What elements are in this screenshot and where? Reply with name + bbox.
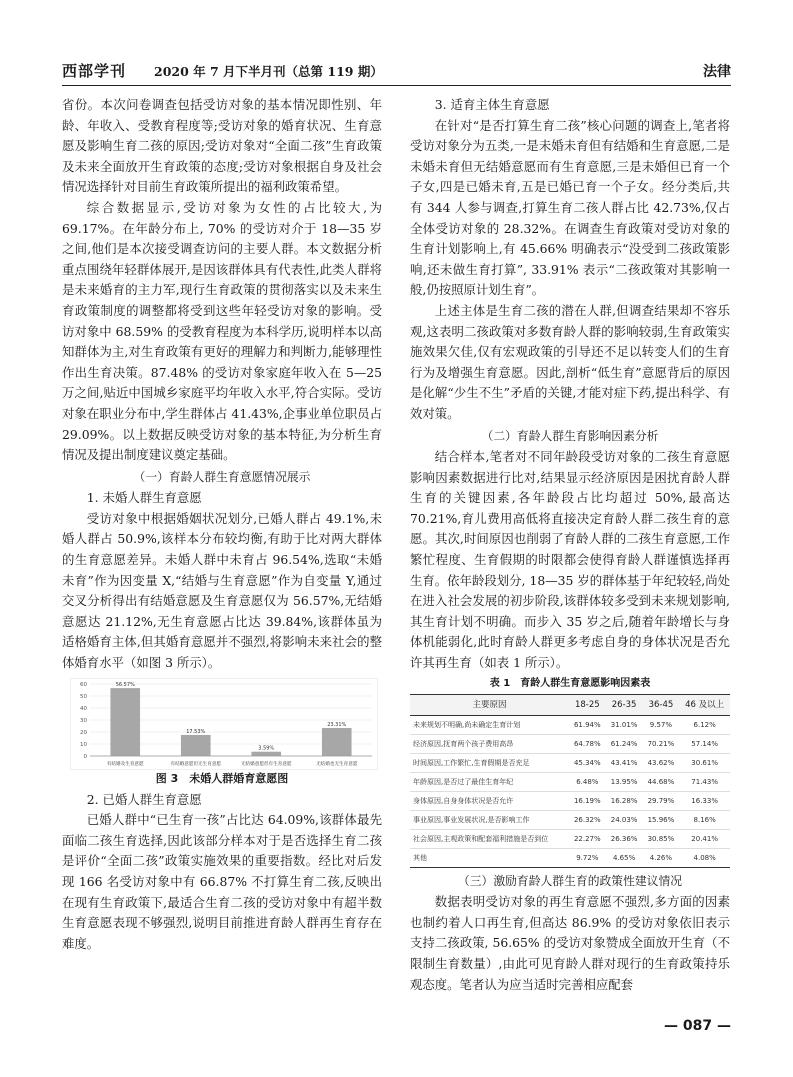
subsection-heading: 1. 未婚人群生育意愿 — [86, 490, 202, 506]
table-cell: 57.14% — [679, 734, 730, 753]
table-cell: 其他 — [410, 848, 569, 867]
issue-info: 2020 年 7 月下半月刊（总第 119 期） — [154, 64, 383, 79]
figure-caption: 图 3 未婚人群婚育意愿图 — [155, 771, 289, 785]
figure-3 — [70, 678, 378, 770]
table-cell: 70.21% — [643, 734, 680, 753]
table-cell: 20.41% — [679, 829, 730, 848]
paragraph: 上述主体是生育二孩的潜在人群,但调查结果却不容乐观,这表明二孩政策对多数育龄人群的影响较弱,生育政策实施效果欠佳,仅有宏观政策的引导还不足以转变人们的生育行为及增强生育意愿。因此,剖析“低生育”意愿背后的原因是化解“少生不生”矛盾的关键,才能对症下药,提出科学、有效对策。 — [410, 302, 730, 421]
table-header-cell: 26-35 — [606, 694, 643, 715]
right-column — [410, 95, 730, 995]
table-cell: 16.19% — [569, 791, 606, 810]
table-row — [410, 810, 730, 829]
table-header-cell: 主要原因 — [410, 694, 569, 715]
bar — [110, 688, 140, 756]
table-row — [410, 772, 730, 791]
table-cell: 4.26% — [643, 848, 680, 867]
table-cell: 24.03% — [606, 810, 643, 829]
x-tick-label: 无结婚意愿但有生育意愿 — [240, 761, 292, 767]
table-cell: 未来规划不明确,尚未确定生育计划 — [410, 715, 569, 734]
table-cell: 64.78% — [569, 734, 606, 753]
y-tick-label: 0 — [83, 753, 87, 760]
table-cell: 4.65% — [606, 848, 643, 867]
y-tick-label: 40 — [80, 705, 87, 712]
table-header-cell: 18-25 — [569, 694, 606, 715]
section-heading: （三）激励育龄人群生育的政策性建议情况 — [457, 873, 683, 888]
paragraph: 已婚人群中“已生育一孩”占比达 64.09%,该群体最先面临二孩生育选择,因此该部分样本对于是否选择生育二孩是评价“全面二孩”政策实施效果的重要指数。经比对后发现 166 名受访对象中有 66.87% 不打算生育二孩,反映出在现有生育政策下,最适合生育二孩的受访对象中有超半数生育意愿表现不够强烈,说明目前推进育龄人群再生育存在难度。 — [62, 812, 382, 951]
table-cell: 15.96% — [643, 810, 680, 829]
table-cell: 22.27% — [569, 829, 606, 848]
paragraph: 受访对象中根据婚姻状况划分,已婚人群占 49.1%,未婚人群占 50.9%,该样本分布较均衡,有助于比对两大群体的生育意愿差异。未婚人群中未育占 96.54%,选取“未婚未育”作为因变量 X,“结婚与生育意愿”作为自变量 Y,通过交叉分析得出有结婚意愿及生育意愿仅为 56.57%,无结婚意愿达 21.12%,无生育意愿占比达 39.84%,该群体虽为适格婚育主体,但其婚育意愿并不强烈,将影响未来社会的整体婚育水平（如图 3 所示）。 — [62, 510, 382, 671]
section-heading: （一）育龄人群生育意愿情况展示 — [133, 469, 311, 484]
table-cell: 26.32% — [569, 810, 606, 829]
subsection-heading: 3. 适育主体生育意愿 — [434, 97, 550, 112]
table-row — [410, 829, 730, 848]
table-cell: 30.85% — [643, 829, 680, 848]
table-cell: 16.28% — [606, 791, 643, 810]
table-cell: 30.61% — [679, 753, 730, 772]
y-tick-label: 60 — [80, 681, 87, 688]
factor-table — [410, 694, 730, 868]
section-heading: （二）育龄人群生育影响因素分析 — [481, 428, 659, 443]
table-cell: 4.08% — [679, 848, 730, 867]
table-cell: 年龄原因,是否过了最佳生育年纪 — [410, 772, 569, 791]
table-caption: 表 1 育龄人群生育意愿影响因素表 — [489, 677, 651, 689]
section-name: 法律 — [703, 64, 731, 80]
table-cell: 31.01% — [606, 715, 643, 734]
table-row — [410, 715, 730, 734]
data-label: 23.31% — [327, 721, 347, 728]
table-body — [410, 715, 730, 867]
bar-chart — [70, 678, 378, 770]
y-tick-label: 10 — [80, 741, 87, 748]
subsection-heading: 2. 已婚人群生育意愿 — [86, 791, 202, 807]
paragraph: 综合数据显示,受访对象为女性的占比较大,为 69.17%。在年龄分布上, 70% 的受访对介于 18—35 岁之间,他们是本次接受调查访问的主要人群。本文数据分析重点围绕年轻群体展开,是因该群体具有代表性,此类人群将是未来婚育的主力军,现行生育政策的贯彻落实以及未来生育政策制度的调整都将受到这些年轻受访对象的影响。受访对象中 68.59% 的受教育程度为本科学历,说明样本以高知群体为主,对生育政策有更好的理解力和判断力,能够理性作出生育决策。87.48% 的受访对象家庭年收入在 5—25 万之间,贴近中国城乡家庭平均年收入水平,符合实际。受访对象在职业分布中,学生群体占 41.43%,企事业单位职员占 29.09%。以上数据反映受访对象的基本特征,为分析生育情况及提出制度建议奠定基础。 — [62, 199, 382, 463]
data-label: 3.59% — [258, 745, 275, 752]
paragraph: 结合样本,笔者对不同年龄段受访对象的二孩生育意愿影响因素数据进行比对,结果显示经济原因是困扰育龄人群生育的关键因素,各年龄段占比均超过 50%,最高达 70.21%,育儿费用高低将直接决定育龄人群二孩生育的意愿。其次,时间原因也削弱了育龄人群的二孩生育意愿,工作繁忙程度、生育假期的时限都会使得育龄人群谨慎选择再生育。依年龄段划分, 18—35 岁的群体基于年纪较轻,尚处在进入社会发展的初步阶段,该群体较多受到未来规划影响,其生育计划不明确。而步入 35 岁之后,随着年龄增长与身体机能弱化,此时育龄人群更多考虑自身的身体状况是否允许其再生育（如表 1 所示）。 — [410, 449, 730, 671]
table-cell: 社会原因,主观政策和配套福利措施是否到位 — [410, 829, 569, 848]
table-cell: 13.95% — [606, 772, 643, 791]
table-cell: 身体原因,自身身体状况是否允许 — [410, 791, 569, 810]
table-cell: 事业原因,事业发展状况,是否影响工作 — [410, 810, 569, 829]
table-header-cell: 46 及以上 — [679, 694, 730, 715]
table-cell: 8.16% — [679, 810, 730, 829]
table-header-row — [410, 694, 730, 715]
left-column — [62, 95, 382, 954]
table-cell: 61.94% — [569, 715, 606, 734]
table-cell: 26.36% — [606, 829, 643, 848]
page-header — [62, 60, 731, 84]
table-cell: 43.62% — [643, 753, 680, 772]
x-tick-label: 有结婚意愿但无生育意愿 — [170, 761, 222, 767]
y-tick-label: 30 — [80, 717, 87, 724]
table-cell: 61.24% — [606, 734, 643, 753]
data-label: 17.53% — [186, 728, 206, 735]
bar — [251, 751, 281, 755]
table-cell: 71.43% — [679, 772, 730, 791]
y-tick-label: 50 — [80, 693, 87, 700]
table-cell: 6.12% — [679, 715, 730, 734]
x-tick-label: 有结婚及生育意愿 — [106, 761, 144, 767]
table-cell: 44.68% — [643, 772, 680, 791]
table-header-cell: 36-45 — [643, 694, 680, 715]
header-rule — [62, 85, 731, 86]
table-row — [410, 848, 730, 867]
table-row — [410, 734, 730, 753]
table-cell: 9.72% — [569, 848, 606, 867]
bar — [181, 735, 211, 756]
x-tick-label: 无结婚也无生育意愿 — [316, 761, 358, 767]
table-cell: 经济原因,抚育两个孩子费用高昂 — [410, 734, 569, 753]
y-tick-label: 20 — [80, 729, 87, 736]
data-label: 56.57% — [115, 681, 135, 688]
table-cell: 45.34% — [569, 753, 606, 772]
paragraph: 在针对“是否打算生育二孩”核心问题的调查上,笔者将受访对象分为五类,一是未婚未育但有结婚和生育意愿,二是未婚未育但无结婚意愿而有生育意愿,三是未婚但已育一个子女,四是已婚未育,五是已婚已育一个子女。经分类后,共有 344 人参与调查,打算生育二孩人群占比 42.73%,仅占全体受访对象的 28.32%。在调查生育政策对受访对象的生育计划影响上,有 45.66% 明确表示“没受到二孩政策影响,还未做生育打算”, 33.91% 表示“二孩政策对其影响一般,仍按照原计划生育”。 — [410, 117, 730, 298]
table-cell: 时间原因,工作繁忙,生育假期是否充足 — [410, 753, 569, 772]
table-cell: 16.33% — [679, 791, 730, 810]
paragraph: 数据表明受访对象的再生育意愿不强烈,多方面的因素也制约着人口再生育,但高达 86.9% 的受访对象依旧表示支持二孩政策, 56.65% 的受访对象赞成全面放开生育（不限制生育数量）,由此可见育龄人群对现行的生育政策持乐观态度。笔者认为应当适时完善相应配套 — [410, 894, 730, 992]
table-cell: 6.48% — [569, 772, 606, 791]
table-cell: 43.41% — [606, 753, 643, 772]
table-cell: 9.57% — [643, 715, 680, 734]
table-cell: 29.79% — [643, 791, 680, 810]
paragraph: 省份。本次问卷调查包括受访对象的基本情况即性别、年龄、年收入、受教育程度等;受访对象的婚育状况、生育意愿及影响生育二孩的原因;受访对象对“全面二孩”生育政策及未来全面放开生育政策的态度;受访对象根据自身及社会情况选择针对目前生育政策所提出的福利政策希望。 — [62, 97, 382, 195]
page-number: — 087 — — [664, 1018, 731, 1034]
journal-logo: 西部学刊 — [62, 62, 127, 80]
table-row — [410, 753, 730, 772]
bar — [322, 728, 352, 756]
table-row — [410, 791, 730, 810]
